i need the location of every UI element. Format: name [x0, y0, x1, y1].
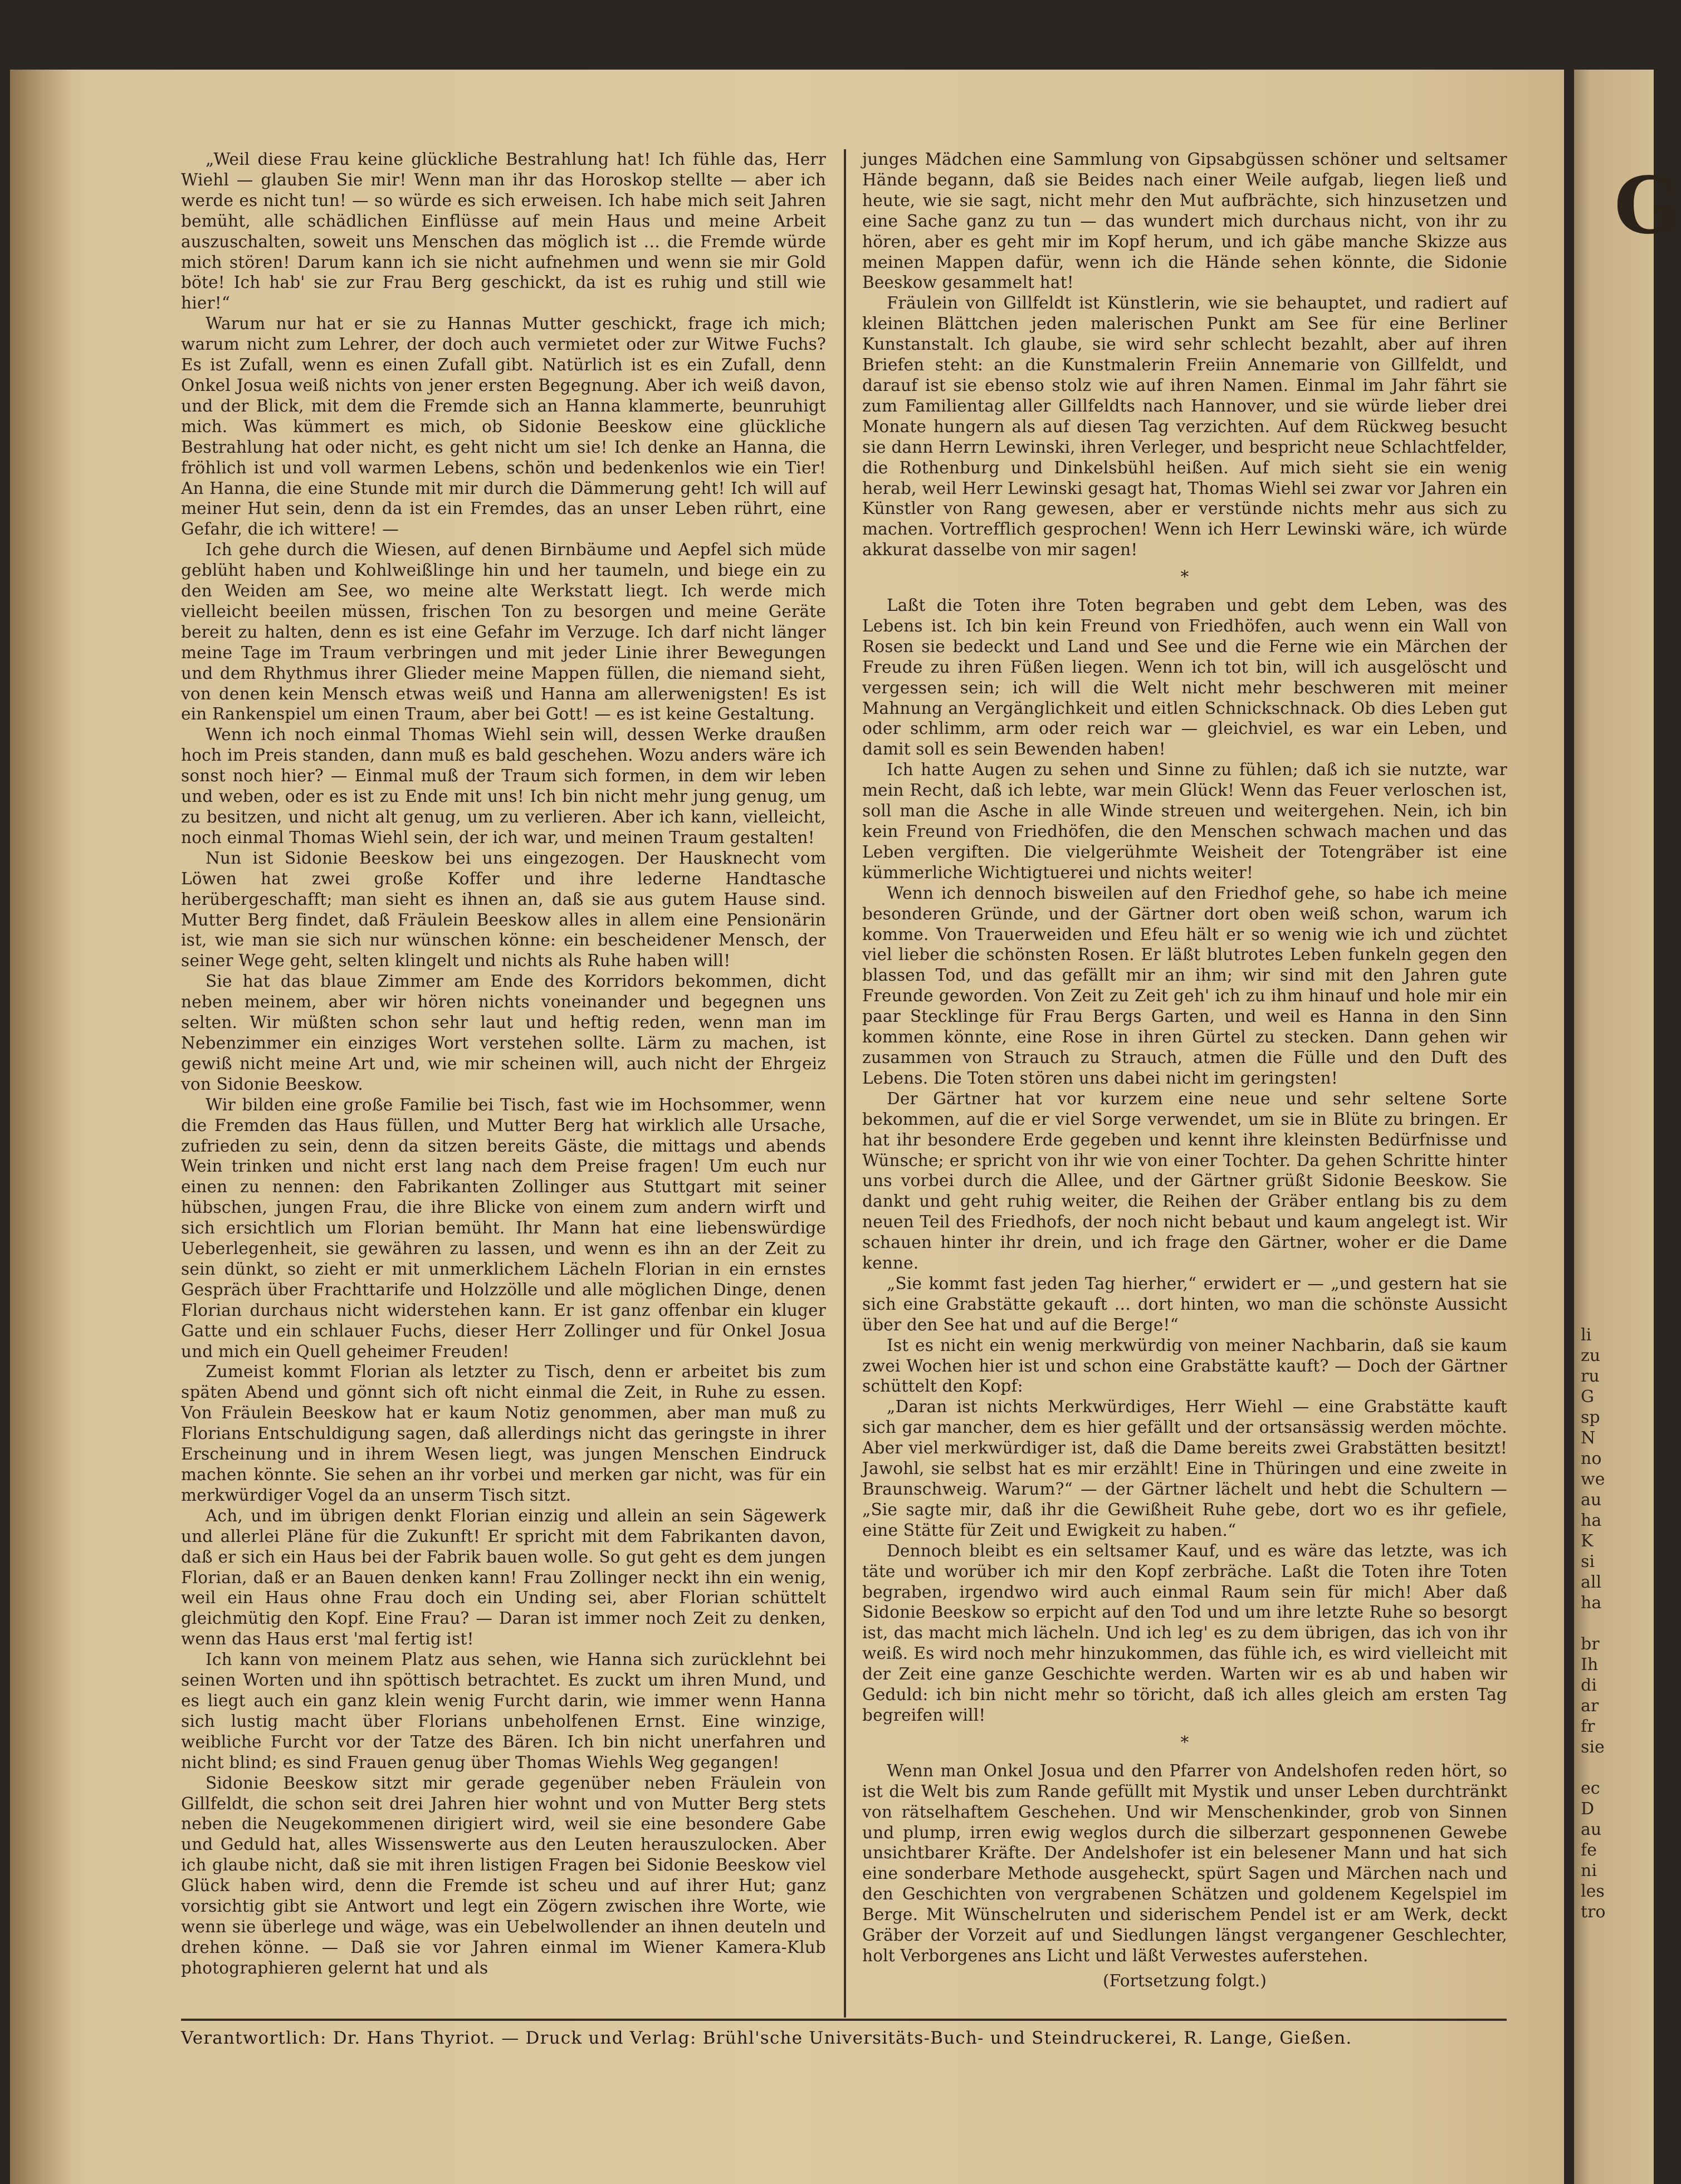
adjacent-page-big-letter: G	[1614, 160, 1681, 252]
adjacent-page-fragment: tro	[1581, 1902, 1606, 1922]
paragraph: Ich gehe durch die Wiesen, auf denen Birnbäume und Aepfel sich müde geblüht haben und Kohlweißlinge hin und her taumeln, und biege ein zu den Weiden am See, wo meine alte Werkstatt liegt. Ich werde mich vielleicht beeilen müssen, frischen Ton zu besorgen und meine Geräte bereit zu halten, denn es ist eine Gefahr im Verzuge. Ich darf nicht länger meine Tage im Traum verbringen und mit jeder Linie ihrer Bewegungen und dem Rhythmus ihrer Glieder meine Mappen füllen, die niemand sieht, von denen kein Mensch etwas weiß und Hanna am allerwenigsten! Es ist ein Rankenspiel um einen Traum, aber bei Gott! — es ist keine Gestaltung.	[181, 540, 826, 724]
paragraph: Wenn ich dennoch bisweilen auf den Friedhof gehe, so habe ich meine besonderen Gründe, und der Gärtner dort oben weiß schon, warum ich komme. Von Trauerweiden und Efeu hält er so wenig wie ich und züchtet viel lieber die schönsten Rosen. Er läßt blutrotes Leben funkeln gegen den blassen Tod, und das gefällt mir an ihm; wir sind mit den Jahren gute Freunde geworden. Von Zeit zu Zeit geh' ich zu ihm hinauf und hole mir ein paar Stecklinge für Frau Bergs Garten, und weil es Hanna in den Sinn kommen könnte, eine Rose in ihren Gürtel zu stecken. Dann gehen wir zusammen von Strauch zu Strauch, atmen die Fülle und den Duft des Lebens. Die Toten stören uns dabei nicht im geringsten!	[862, 883, 1507, 1088]
paragraph: Ach, und im übrigen denkt Florian einzig und allein an sein Sägewerk und allerlei Pläne für die Zukunft! Er spricht mit dem Fabrikanten davon, daß er sich ein Haus bei der Fabrik bauen wolle. So gut geht es dem jungen Florian, daß er an Bauen denken kann! Frau Zollinger neckt ihn ein wenig, weil ein Haus ohne Frau doch ein Unding sei, aber Florian schüttelt gleichmütig den Kopf. Eine Frau? — Daran ist immer noch Zeit zu denken, wenn das Haus erst 'mal fertig ist!	[181, 1506, 826, 1649]
adjacent-page-fragment: di	[1581, 1676, 1597, 1695]
adjacent-page-fragment: au	[1581, 1820, 1602, 1839]
paragraph: Nun ist Sidonie Beeskow bei uns eingezogen. Der Hausknecht vom Löwen hat zwei große Koffer und ihre lederne Handtasche herübergeschafft; man sieht es ihnen an, daß sie aus gutem Hause sind. Mutter Berg findet, daß Fräulein Beeskow alles in allem eine Pensionärin ist, wie man sie sich nur wünschen könne: ein bescheidener Mensch, der seiner Wege geht, selten klingelt und nichts als Ruhe haben will!	[181, 848, 826, 971]
adjacent-page-fragment: ni	[1581, 1861, 1597, 1881]
adjacent-page-fragment: zu	[1581, 1346, 1601, 1365]
adjacent-page-fragment: si	[1581, 1552, 1595, 1571]
bottom-rule	[181, 2019, 1507, 2021]
adjacent-page-fragment: ar	[1581, 1696, 1599, 1716]
adjacent-page-fragment: D	[1581, 1799, 1595, 1819]
paragraph: junges Mädchen eine Sammlung von Gipsabgüssen schöner und seltsamer Hände begann, daß sie Beides nach einer Weile aufgab, liegen ließ und heute, wie sie sagt, nicht mehr den Mut aufbrächte, sich hinzusetzen und eine Sache ganz zu tun — das wundert mich durchaus nicht, von ihr zu hören, aber es geht mir im Kopf herum, und ich gäbe manche Skizze aus meinen Mappen dafür, wenn ich die Hände sehen könnte, die Sidonie Beeskow gesammelt hat!	[862, 150, 1507, 292]
imprint-line: Verantwortlich: Dr. Hans Thyriot. — Druck und Verlag: Brühl'sche Universitäts-Buch- und Steindruckerei, R. Lange, Gießen.	[181, 2028, 1352, 2048]
paragraph: Laßt die Toten ihre Toten begraben und gebt dem Leben, was des Lebens ist. Ich bin kein Freund von Friedhöfen, auch wenn ein Wall von Rosen sie bedeckt und Land und See und die Ferne wie ein Märchen der Freude zu ihren Füßen liegen. Wenn ich tot bin, will ich ausgelöscht und vergessen sein; ich will die Welt nicht mehr beschweren mit meiner Mahnung an Vergänglichkeit und eitlen Schnickschnack. Ob dies Leben gut oder schlimm, arm oder reich war — gleichviel, es war ein Leben, und damit soll es sein Bewenden haben!	[862, 596, 1507, 759]
adjacent-page-fragment: ec	[1581, 1779, 1600, 1798]
continuation-note: (Fortsetzung folgt.)	[1102, 1971, 1267, 1990]
column-divider	[844, 149, 846, 2017]
adjacent-page-fragment: br	[1581, 1634, 1600, 1654]
adjacent-page-fragment: au	[1581, 1490, 1602, 1510]
paragraph: Dennoch bleibt es ein seltsamer Kauf, und es wäre das letzte, was ich täte und worüber ich mir den Kopf zerbräche. Laßt die Toten ihre Toten begraben, irgendwo wird auch einmal Raum sein für mich! Aber daß Sidonie Beeskow so erpicht auf den Tod und um ihre letzte Ruhe so besorgt ist, das macht mich lächeln. Und ich leg' es zu dem übrigen, das ich von ihr weiß. Es wird noch mehr hinzukommen, das fühle ich, es wird vielleicht mit der Zeit eine ganze Geschichte werden. Warten wir es ab und haben wir Geduld: ich bin nicht mehr so töricht, daß ich alles gleich am ersten Tag begreifen will!	[862, 1541, 1507, 1725]
section-separator: *	[1180, 1732, 1189, 1752]
left-column	[181, 149, 826, 1979]
paragraph: Sidonie Beeskow sitzt mir gerade gegenüber neben Fräulein von Gillfeldt, die schon seit drei Jahren hier wohnt und von Mutter Berg stets neben die Neugekommenen dirigiert wird, weil sie eine besondere Gabe und Geduld hat, alles Wissenswerte aus den Leuten herauszulocken. Aber ich glaube nicht, daß sie mit ihren listigen Fragen bei Sidonie Beeskow viel Glück haben wird, denn die Fremde ist scheu und auf ihrer Hut; ganz vorsichtig gibt sie Antwort und legt ein Zögern zwischen ihre Worte, wie wenn sie überlege und wäge, was ein Uebelwollender an ihnen deuteln und drehen könne. — Daß sie vor Jahren einmal im Wiener Kamera-Klub photographieren gelernt hat und als	[181, 1773, 826, 1977]
section-separator: *	[1180, 567, 1189, 587]
paragraph: Fräulein von Gillfeldt ist Künstlerin, wie sie behauptet, und radiert auf kleinen Blättchen jeden malerischen Punkt am See für eine Berliner Kunstanstalt. Ich glaube, sie wird sehr schlecht bezahlt, aber auf ihren Briefen steht: an die Kunstmalerin Freiin Annemarie von Gillfeldt, und darauf ist sie ebenso stolz wie auf ihren Namen. Einmal im Jahr fährt sie zum Familientag aller Gillfeldts nach Hannover, und sie würde lieber drei Monate hungern als auf diesen Tag verzichten. Auf dem Rückweg besucht sie dann Herrn Lewinski, ihren Verleger, und bespricht neue Schlachtfelder, die Rothenburg und Dinkelsbühl heißen. Auf mich sieht sie ein wenig herab, weil Herr Lewinski gesagt hat, Thomas Wiehl sei zwar vor Jahren ein Künstler von Rang gewesen, aber er verstünde nichts mehr aus sich zu machen. Vortrefflich gesprochen! Wenn ich Herr Lewinski wäre, ich würde akkurat dasselbe von mir sagen!	[862, 293, 1507, 560]
adjacent-page-fragment: K	[1581, 1531, 1594, 1551]
paragraph: Wir bilden eine große Familie bei Tisch, fast wie im Hochsommer, wenn die Fremden das Haus füllen, und Mutter Berg hat wirklich alle Ursache, zufrieden zu sein, denn da sitzen bereits Gäste, die mittags und abends Wein trinken und nicht erst lang nach dem Preise fragen! Um euch nur einen zu nennen: den Fabrikanten Zollinger aus Stuttgart mit seiner hübschen, jungen Frau, die ihre Blicke von einem zum andern wirft und sich ersichtlich um Florian bemüht. Ihr Mann hat eine liebenswürdige Ueberlegenheit, sie gewähren zu lassen, und wenn es ihn an der Zeit zu sein dünkt, so zieht er mit unmerklichem Lächeln Florian in ein ernstes Gespräch über Frachttarife und Holzzölle und alle möglichen Dinge, denen Florian durchaus nicht widerstehen kann. Er ist ganz offenbar ein kluger Gatte und ein schlauer Fuchs, dieser Herr Zollinger und für Onkel Josua und mich ein Quell geheimer Freuden!	[181, 1095, 826, 1361]
adjacent-page-fragment: les	[1581, 1882, 1605, 1901]
paragraph: Warum nur hat er sie zu Hannas Mutter geschickt, frage ich mich; warum nicht zum Lehrer, der doch auch vermietet oder zur Witwe Fuchs? Es ist Zufall, wenn es einen Zufall gibt. Natürlich ist es ein Zufall, denn Onkel Josua weiß nichts von jener ersten Begegnung. Aber ich weiß davon, und der Blick, mit dem die Fremde sich an Hanna klammerte, beunruhigt mich. Was kümmert es mich, ob Sidonie Beeskow eine glückliche Bestrahlung hat oder nicht, es geht nicht um sie! Ich denke an Hanna, die fröhlich ist und voll warmen Lebens, schön und bedenkenlos wie ein Tier! An Hanna, die eine Stunde mit mir durch die Dämmerung geht! Ich will auf meiner Hut sein, denn da ist ein Fremdes, das an unser Leben rührt, eine Gefahr, die ich wittere! —	[181, 314, 826, 539]
adjacent-page-fragment: fr	[1581, 1717, 1595, 1736]
adjacent-page-fragment: no	[1581, 1449, 1602, 1468]
paragraph: Zumeist kommt Florian als letzter zu Tisch, denn er arbeitet bis zum späten Abend und gönnt sich oft nicht einmal die Zeit, in Ruhe zu essen. Von Fräulein Beeskow hat er kaum Notiz genommen, aber man muß zu Florians Entschuldigung sagen, daß allerdings nicht das geringste in ihrer Erscheinung und in ihrem Wesen liegt, was jungen Menschen Eindruck machen könnte. Sie sehen an ihr vorbei und merken gar nicht, was für ein merkwürdiger Vogel da an unserm Tisch sitzt.	[181, 1362, 826, 1505]
paragraph: Ich hatte Augen zu sehen und Sinne zu fühlen; daß ich sie nutzte, war mein Recht, daß ich lebte, war mein Glück! Wenn das Feuer verloschen ist, soll man die Asche in alle Winde streuen und weitergehen. Nein, ich bin kein Freund von Friedhöfen, die den Menschen schwach machen und das Leben vergiften. Die vielgerühmte Weisheit der Totengräber ist eine kümmerliche Wichtigtuerei und nichts weiter!	[862, 760, 1507, 882]
paragraph: Der Gärtner hat vor kurzem eine neue und sehr seltene Sorte bekommen, auf die er viel Sorge verwendet, um sie in Blüte zu bringen. Er hat ihr besondere Erde gegeben und kennt ihre kleinsten Bedürfnisse und Wünsche; er spricht von ihr wie von einer Tochter. Da gehen Schritte hinter uns vorbei durch die Allee, und der Gärtner grüßt Sidonie Beeskow. Sie dankt und geht ruhig weiter, die Reihen der Gräber entlang bis zu dem neuen Teil des Friedhofs, der noch nicht bebaut und kaum angelegt ist. Wir schauen hinter ihr drein, und ich frage den Gärtner, woher er die Dame kenne.	[862, 1089, 1507, 1273]
right-column	[862, 149, 1507, 1991]
adjacent-page-fragment: N	[1581, 1428, 1596, 1448]
adjacent-page-fragment: we	[1581, 1470, 1605, 1489]
adjacent-page-fragment: Ih	[1581, 1655, 1599, 1674]
adjacent-page-fragment: ru	[1581, 1367, 1600, 1386]
paragraph: Wenn ich noch einmal Thomas Wiehl sein will, dessen Werke draußen hoch im Preis standen, dann muß es bald geschehen. Wozu anders wäre ich sonst noch hier? — Einmal muß der Traum sich formen, in dem wir leben und weben, oder es ist zu Ende mit uns! Ich bin nicht mehr jung genug, um zu besitzen, und nicht alt genug, um zu verlieren. Aber ich kann, vielleicht, noch einmal Thomas Wiehl sein, der ich war, und meinen Traum gestalten!	[181, 725, 826, 847]
paragraph: „Daran ist nichts Merkwürdiges, Herr Wiehl — eine Grabstätte kauft sich gar mancher, dem es hier gefällt und der ortsansässig werden möchte. Aber viel merkwürdiger ist, daß die Dame bereits zwei Grabstätten besitzt! Jawohl, sie selbst hat es mir erzählt! Eine in Thüringen und eine zweite in Braunschweig. Warum?“ — der Gärtner lächelt und hebt die Schultern — „Sie sagte mir, daß ihr die Gewißheit Ruhe gebe, dort wo es ihr gefiele, eine Stätte für Zeit und Ewigkeit zu haben.“	[862, 1397, 1507, 1540]
paragraph: Ist es nicht ein wenig merkwürdig von meiner Nachbarin, daß sie kaum zwei Wochen hier ist und schon eine Grabstätte kauft? — Doch der Gärtner schüttelt den Kopf:	[862, 1335, 1507, 1396]
adjacent-page-fragment: fe	[1581, 1840, 1597, 1860]
paragraph: Sie hat das blaue Zimmer am Ende des Korridors bekommen, dicht neben meinem, aber wir hören nichts voneinander und begegnen uns selten. Wir müßten schon sehr laut und heftig reden, wenn man im Nebenzimmer ein einziges Wort verstehen sollte. Lärm zu machen, ist gewiß nicht meine Art und, wie mir scheinen will, auch nicht der Ehrgeiz von Sidonie Beeskow.	[181, 972, 826, 1094]
paragraph: „Weil diese Frau keine glückliche Bestrahlung hat! Ich fühle das, Herr Wiehl — glauben Sie mir! Wenn man ihr das Horoskop stellte — aber ich werde es nicht tun! — so würde es sich erweisen. Ich habe mich seit Jahren bemüht, alle schädlichen Einflüsse auf mein Haus und meine Arbeit auszuschalten, soweit uns Menschen das möglich ist … die Fremde würde mich stören! Darum kann ich sie nicht aufnehmen und wenn sie mir Gold böte! Ich hab' sie zur Frau Berg geschickt, da ist es ruhig und still wie hier!“	[181, 150, 826, 313]
paragraph: „Sie kommt fast jeden Tag hierher,“ erwidert er — „und gestern hat sie sich eine Grabstätte gekauft … dort hinten, wo man die schönste Aussicht über den See hat und auf die Berge!“	[862, 1274, 1507, 1334]
adjacent-page-fragment: all	[1581, 1573, 1602, 1592]
paragraph: Wenn man Onkel Josua und den Pfarrer von Andelshofen reden hört, so ist die Welt bis zum Rande gefüllt mit Mystik und unser Leben durchtränkt von rätselhaftem Geschehen. Und wir Menschenkinder, grob von Sinnen und plump, irren ewig weglos durch die silberzart gesponnenen Gewebe unsichtbarer Kräfte. Der Andelshofer ist ein belesener Mann und hat sich eine sonderbare Methode ausgeheckt, spürt Sagen und Märchen nach und den Geschichten von vergrabenen Schätzen und goldenem Kegelspiel im Berge. Mit Wünschelruten und siderischem Pendel ist er am Werk, deckt Gräber der Vorzeit auf und Siedlungen längst vergangener Geschlechter, holt Verborgenes ans Licht und läßt Verwestes auferstehen.	[862, 1761, 1507, 1965]
adjacent-page-fragment: ha	[1581, 1593, 1602, 1613]
adjacent-page-fragment: ha	[1581, 1511, 1602, 1530]
binding-shadow	[10, 70, 71, 2184]
adjacent-page-fragment: sie	[1581, 1737, 1605, 1757]
adjacent-page-fragment: li	[1581, 1325, 1592, 1345]
paragraph: Ich kann von meinem Platz aus sehen, wie Hanna sich zurücklehnt bei seinen Worten und ihn spöttisch betrachtet. Es zuckt um ihren Mund, und es liegt auch ein ganz klein wenig Furcht darin, wie immer wenn Hanna sich lustig macht über Florians unbeholfenen Ernst. Eine winzige, weibliche Furcht vor der Tatze des Bären. Ich bin nicht unerfahren und nicht blind; es sind Frauen genug über Thomas Wiehls Weg gegangen!	[181, 1650, 826, 1772]
adjacent-page-fragment: sp	[1581, 1408, 1600, 1427]
adjacent-page-fragment: G	[1581, 1387, 1594, 1407]
